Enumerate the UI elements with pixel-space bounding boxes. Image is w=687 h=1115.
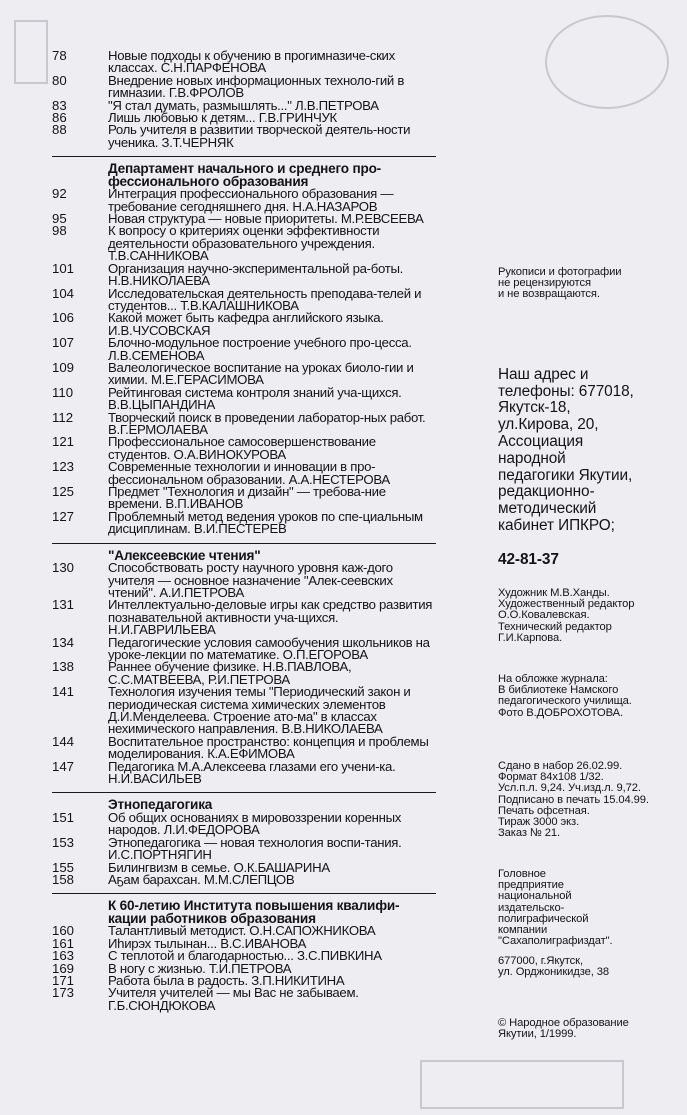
toc-entry-text: Раннее обучение физике. Н.В.ПАВЛОВА, С.С.МАТВЕЕВА, Р.И.ПЕТРОВА: [108, 659, 352, 687]
toc-entry-text: Об общих основаниях в мировоззрении коренных народов. Л.И.ФЕДОРОВА: [108, 809, 402, 838]
toc-entry-text: Работа была в радость. З.П.НИКИТИНА: [108, 973, 345, 988]
toc-entry-text: Блочно-модульное построение учебного про-цесса. Л.В.СЕМЕНОВА: [108, 335, 412, 363]
toc-entry: [52, 436, 436, 461]
toc-entry-text: Лишь любовью к детям... Г.В.ГРИНЧУК: [108, 110, 337, 126]
toc-page-number: 131: [52, 597, 75, 613]
toc-entry: [52, 260, 436, 289]
toc-entry: [52, 486, 436, 511]
background-stamp-bottom: [420, 1060, 624, 1109]
toc-page-number: 92: [52, 186, 67, 202]
toc-page-number: 125: [52, 484, 75, 499]
toc-entry: [52, 987, 436, 1012]
toc-page-number: 107: [52, 335, 75, 351]
toc-page-number: 88: [52, 122, 67, 138]
toc-entry: [52, 809, 436, 838]
toc-entry-text: Внедрение новых информационных техноло-гий в гимназии. Г.В.ФРОЛОВ: [108, 72, 405, 101]
toc-entry-text: Талантливый методист. О.Н.САПОЖНИКОВА: [108, 923, 376, 939]
toc-entry-text: Билингвизм в семье. О.К.БАШАРИНА: [108, 859, 330, 875]
toc-entry: [52, 409, 436, 437]
toc-entry: [52, 634, 436, 662]
toc-entry-text: Новая структура — новые приоритеты. М.Р.ЕВСЕЕВА: [108, 211, 424, 227]
toc-entry: [52, 384, 436, 413]
toc-entry-text: Технология изучения темы "Периодический закон и периодическая система химических элементов Д.И.Менделеева. Строение ато-ма" в классах нехимического направления. В.В.НИКОЛАЕВА: [108, 684, 411, 737]
toc-page-number: 83: [52, 97, 67, 113]
table-of-contents: [52, 50, 436, 1012]
toc-page-number: 123: [52, 459, 75, 475]
toc-entry: [52, 733, 436, 762]
toc-entry: [52, 188, 436, 213]
toc-entry-text: Творческий поиск в проведении лаборатор-ных работ. В.Г.ЕРМОЛАЕВА: [108, 409, 426, 437]
toc-entry: [52, 124, 436, 149]
toc-entry-text: Исследовательская деятельность преподава-телей и студентов... Т.В.КАЛАШНИКОВА: [108, 285, 422, 313]
toc-entry-text: Проблемный метод ведения уроков по спе-циальным дисциплинам. В.И.ПЕСТЕРЕВ: [108, 508, 423, 537]
section-title: Департамент начального и среднего про-фессионального образования: [108, 161, 382, 189]
toc-entry-text: Интеграция профессионального образования — требование сегодняшнего дня. Н.А.НАЗАРОВ: [108, 186, 394, 214]
toc-page-number: 78: [52, 48, 67, 63]
manuscripts-note: Рукописи и фотографии не рецензируются и не возвращаются.: [498, 266, 622, 301]
toc-entry-text: Учителя учителей — мы Вас не забываем. Г.Б.СЮНДЮКОВА: [108, 985, 359, 1013]
toc-entry-text: Профессиональное самосовершенствование студентов. О.А.ВИНОКУРОВА: [108, 434, 376, 462]
toc-entry: [52, 337, 436, 362]
toc-entry: [52, 686, 436, 736]
copyright: © Народное образование Якутии, 1/1999.: [498, 1017, 629, 1041]
toc-page-number: 101: [52, 260, 75, 276]
toc-entry: [52, 225, 436, 262]
toc-entry-text: Этнопедагогика — новая технология воспи-тания. И.С.ПОРТНЯГИН: [108, 834, 402, 863]
toc-page-number: 95: [52, 211, 67, 227]
background-stamp-left: [14, 20, 48, 84]
toc-page-number: 153: [52, 834, 75, 850]
printer-address: 677000, г.Якутск, ул. Орджоникидзе, 38: [498, 955, 609, 979]
toc-entry-text: С теплотой и благодарностью... З.С.ПИВКИНА: [108, 948, 382, 964]
toc-entry-text: Педагогические условия самообучения школьников на уроке-лекции по математике. О.П.ЕГОРОВА: [108, 634, 430, 662]
section-divider: [52, 893, 436, 894]
printer-info: Головное предприятие национальной издательско- полиграфической компании "Сахаполиграфиздат".: [498, 868, 613, 948]
toc-page-number: 110: [52, 384, 74, 400]
address-block: [498, 350, 683, 568]
toc-entry-text: Аҕам барахсан. М.М.СЛЕПЦОВ: [108, 871, 295, 887]
toc-entry: [52, 312, 436, 337]
address-label: Наш адрес и телефоны: 677018, Якутск-18, ул.Кирова, 20, Ассоциация народной педагогики Якутии, редакционно- методический кабинет ИПКРО;: [498, 365, 634, 534]
toc-entry-text: Интеллектуально-деловые игры как средство развития познавательной активности уча-щихся. Н.И.ГАВРИЛЬЕВА: [108, 597, 433, 638]
toc-page-number: 147: [52, 758, 75, 774]
toc-entry: [52, 758, 436, 787]
toc-entry: [52, 599, 436, 636]
toc-entry: [52, 661, 436, 686]
toc-page-number: 173: [52, 985, 75, 1001]
toc-page-number: 144: [52, 733, 75, 749]
toc-page-number: 127: [52, 508, 75, 524]
toc-entry: [52, 834, 436, 863]
toc-page-number: 160: [52, 923, 75, 939]
toc-entry-text: Иһирэх тылынан... В.С.ИВАНОВА: [108, 935, 307, 951]
toc-page-number: 169: [52, 960, 75, 976]
toc-page-number: 130: [52, 560, 75, 576]
section-title: Этнопедагогика: [108, 797, 213, 813]
credits: Художник М.В.Ханды. Художественный редактор О.О.Ковалевская. Технический редактор Г.И.Карпова.: [498, 587, 635, 644]
toc-page-number: 106: [52, 310, 75, 326]
toc-entry: [52, 508, 436, 537]
toc-entry: [52, 562, 436, 599]
toc-entry-text: Педагогика М.А.Алексеева глазами его учени-ка. Н.И.ВАСИЛЬЕВ: [108, 758, 396, 787]
section-divider: [52, 156, 436, 157]
toc-entry-text: Валеологическое воспитание на уроках биоло-гии и химии. М.Е.ГЕРАСИМОВА: [108, 359, 414, 388]
toc-page-number: 141: [52, 684, 75, 700]
toc-page-number: 138: [52, 659, 75, 675]
section-divider: [52, 792, 436, 793]
toc-page-number: 161: [52, 935, 75, 951]
toc-entry: [52, 72, 436, 101]
phone-number: 42-81-37: [498, 550, 559, 568]
toc-entry: [52, 461, 436, 486]
toc-page-number: 134: [52, 634, 75, 650]
cover-note: На обложке журнала: В библиотеке Намского педагогического училища. Фото В.ДОБРОХОТОВА.: [498, 673, 632, 719]
toc-entry-text: К вопросу о критериях оценки эффективности деятельности образовательного учреждения. Т.В.САННИКОВА: [108, 223, 380, 264]
toc-page-number: 112: [52, 409, 74, 425]
section-divider: [52, 543, 436, 544]
toc-page-number: 109: [52, 359, 75, 375]
background-stamp-right: [545, 15, 669, 109]
section-title: "Алексеевские чтения": [108, 547, 261, 563]
toc-page-number: 121: [52, 434, 75, 450]
toc-page-number: 163: [52, 948, 75, 964]
toc-entry-text: Новые подходы к обучению в прогимназиче-ских классах. С.Н.ПАРФЕНОВА: [108, 48, 395, 76]
toc-page-number: 151: [52, 809, 75, 825]
toc-page-number: 171: [52, 973, 75, 988]
toc-page-number: 80: [52, 72, 67, 88]
toc-entry-text: Какой может быть кафедра английского языка. И.В.ЧУСОВСКАЯ: [108, 310, 384, 338]
toc-entry: [52, 285, 436, 313]
toc-page-number: 158: [52, 871, 75, 887]
print-info: Сдано в набор 26.02.99. Формат 84x108 1/32. Усл.п.л. 9,24. Уч.изд.л. 9,72. Подписано в печать 15.04.99. Печать офсетная. Тираж 3000 экз. Заказ № 21.: [498, 760, 649, 840]
toc-entry-text: Способствовать росту научного уровня каж-дого учителя — основное назначение "Алек-сеевских чтений". А.И.ПЕТРОВА: [108, 560, 393, 600]
toc-entry-text: Предмет "Технология и дизайн" — требова-ние времени. В.П.ИВАНОВ: [108, 484, 386, 512]
toc-entry-text: В ногу с жизнью. Т.И.ПЕТРОВА: [108, 960, 292, 976]
toc-page-number: 98: [52, 223, 67, 239]
toc-entry: [52, 359, 436, 388]
toc-entry-text: Воспитательное пространство: концепция и проблемы моделирования. К.А.ЕФИМОВА: [108, 733, 429, 762]
toc-entry-text: Рейтинговая система контроля знаний уча-щихся. В.В.ЦЫПАНДИНА: [108, 384, 402, 413]
toc-entry: [52, 871, 436, 887]
section-title: К 60-летию Института повышения квалифи-кации работников образования: [108, 898, 400, 926]
toc-entry-text: Роль учителя в развитии творческой деятель-ности ученика. З.Т.ЧЕРНЯК: [108, 122, 411, 150]
toc-page-number: 86: [52, 110, 67, 126]
toc-page-number: 155: [52, 859, 75, 875]
toc-entry-text: Организация научно-экспериментальной ра-боты. Н.В.НИКОЛАЕВА: [108, 260, 404, 289]
toc-entry-text: "Я стал думать, размышлять..." Л.В.ПЕТРОВА: [108, 97, 379, 113]
toc-entry: [52, 50, 436, 75]
toc-entry-text: Современные технологии и инновации в про-фессиональном образовании. А.А.НЕСТЕРОВА: [108, 459, 390, 487]
toc-page-number: 104: [52, 285, 75, 301]
